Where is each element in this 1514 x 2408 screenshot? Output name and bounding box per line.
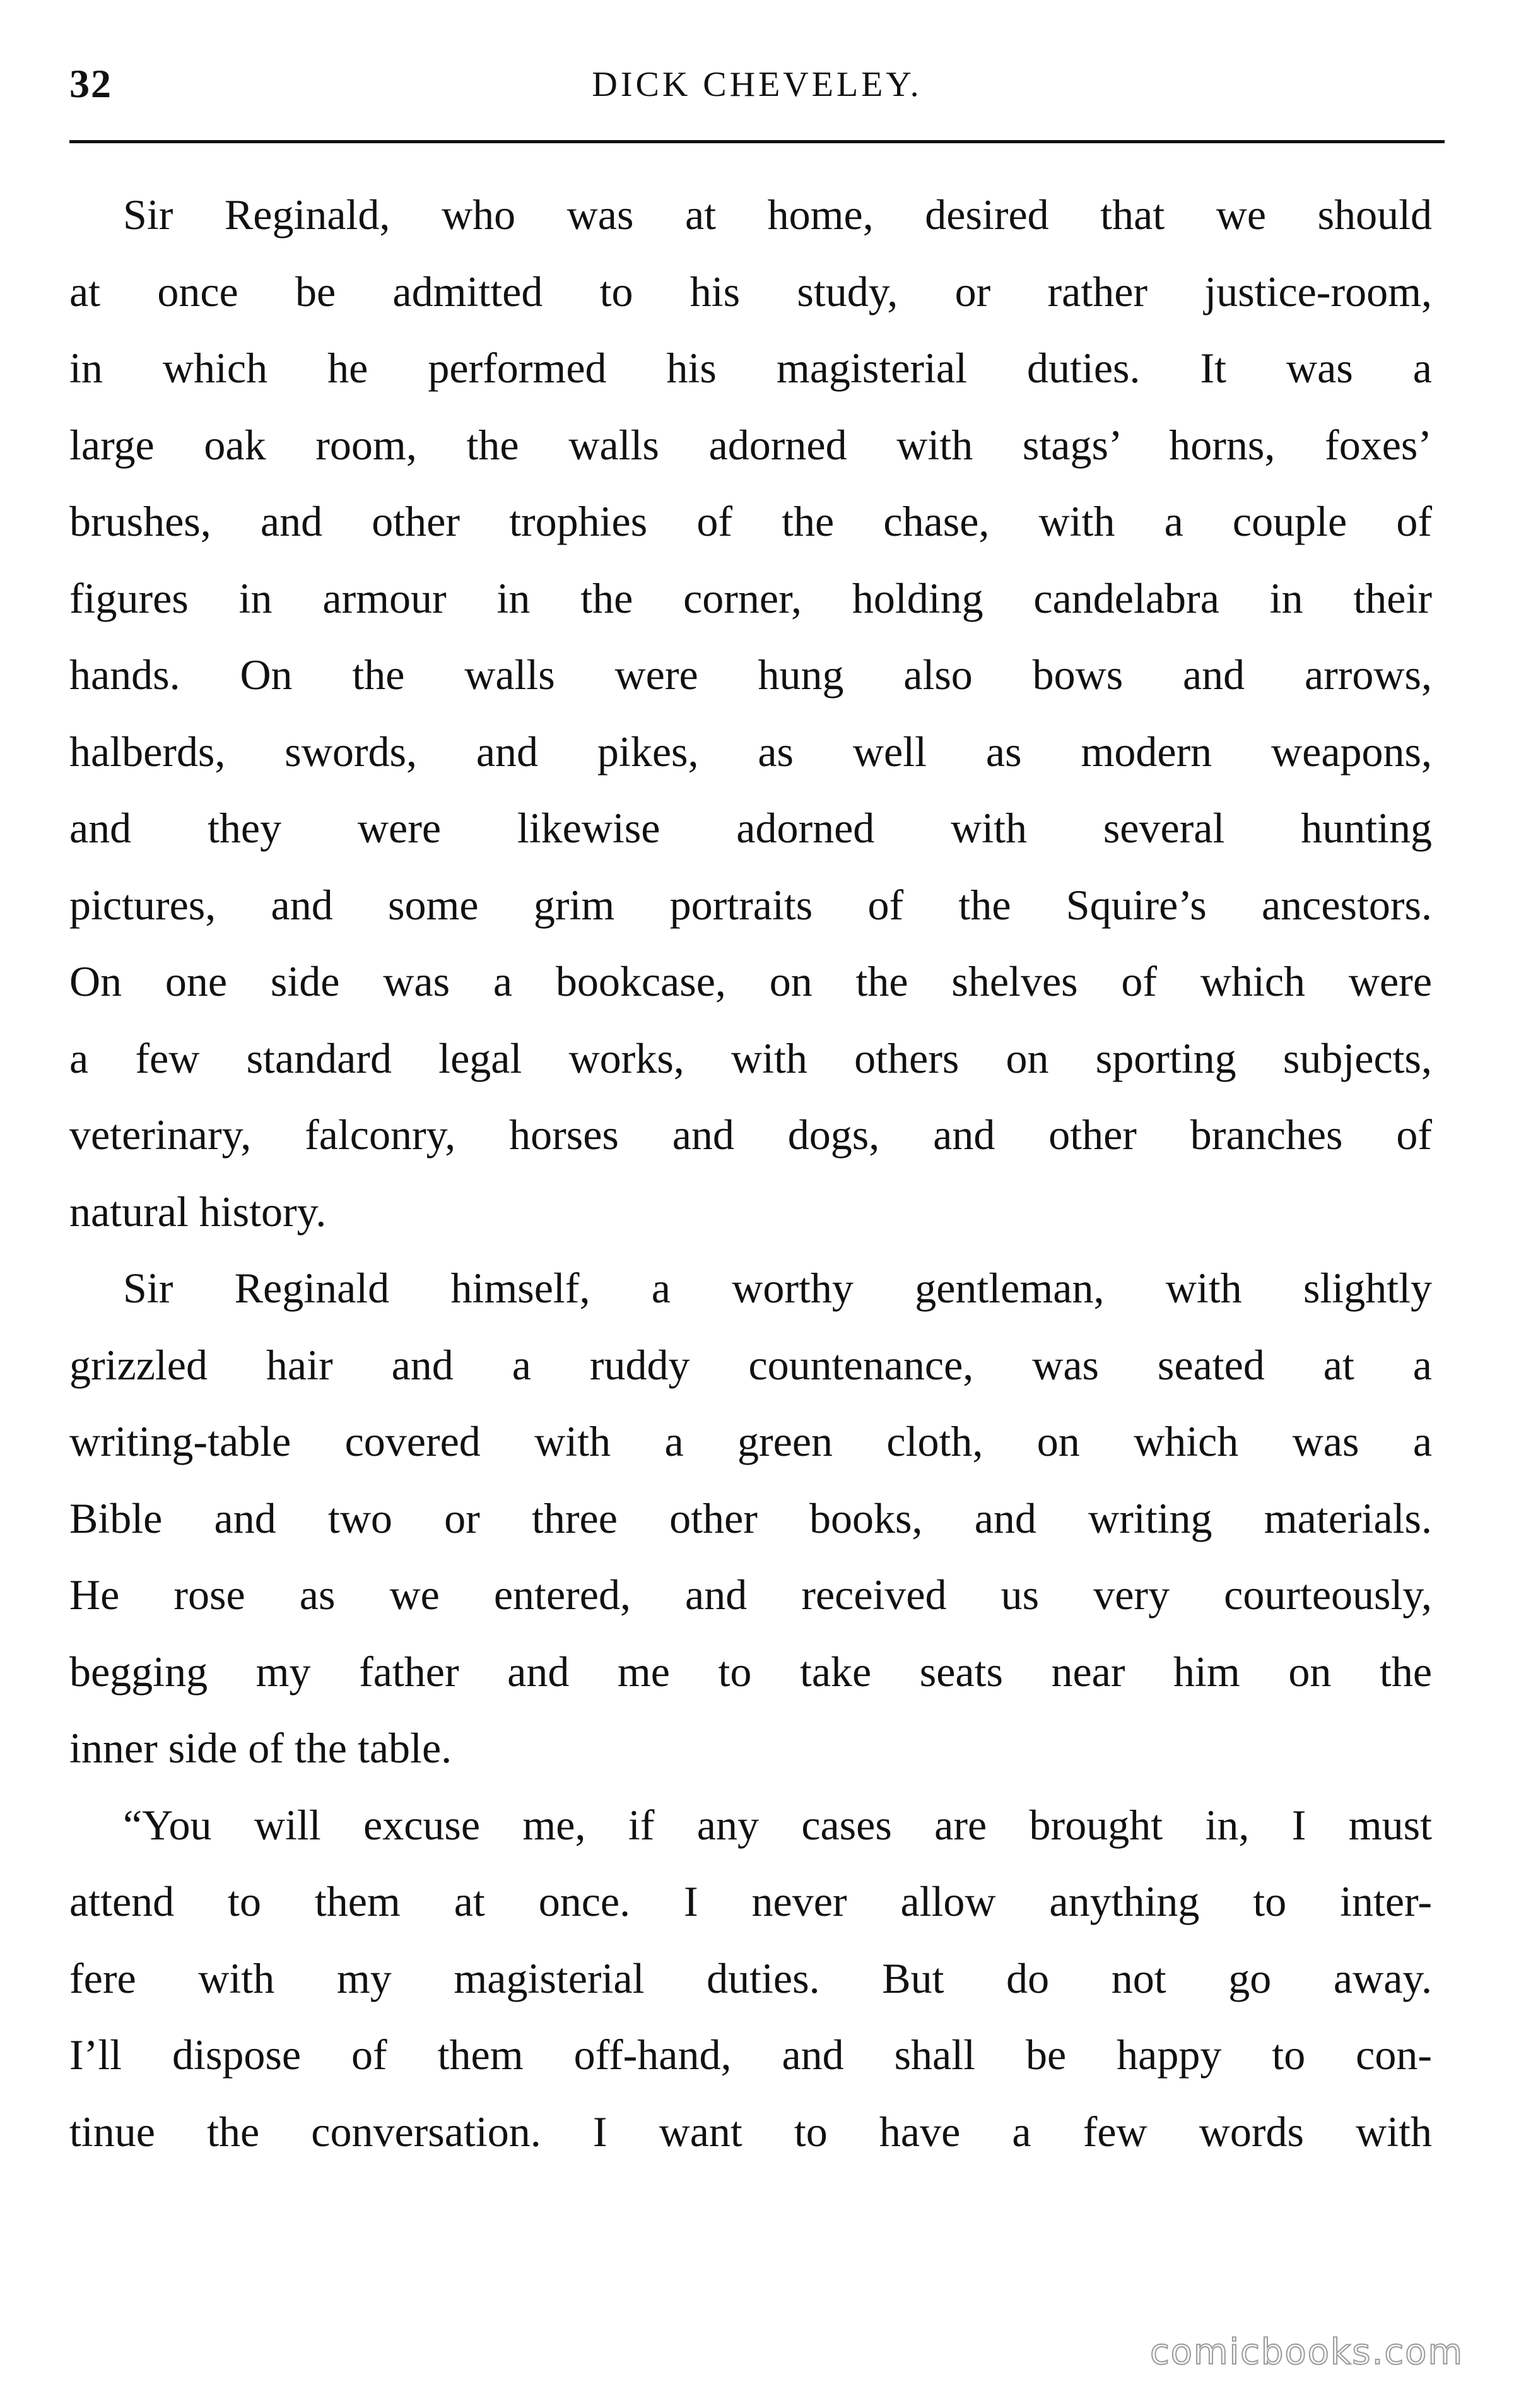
text-line: natural history. [69,1187,327,1236]
text-line: inner side of the table. [69,1724,452,1772]
text-line: hands. On the walls were hung also bows and arrows, [69,651,1432,699]
text-line: veterinary, falconry, horses and dogs, and other branches of [69,1111,1432,1159]
text-line: Sir Reginald himself, a worthy gentleman, with slightly [123,1264,1432,1312]
text-line: I’ll dispose of them off-hand, and shall be happy to con- [69,2031,1432,2079]
text-line: On one side was a bookcase, on the shelves of which were [69,957,1432,1005]
text-line: large oak room, the walls adorned with stags’ horns, foxes’ [69,420,1432,469]
text-line: begging my father and me to take seats near him on the [69,1647,1432,1696]
text-line: pictures, and some grim portraits of the Squire’s ancestors. [69,880,1432,929]
text-line: Bible and two or three other books, and writing materials. [69,1494,1432,1542]
text-line: halberds, swords, and pikes, as well as modern weapons, [69,727,1432,776]
paragraph-sir-reginald [69,1250,1432,1787]
paragraph-dialogue [69,1787,1432,2171]
text-line: fere with my magisterial duties. But do not go away. [69,1954,1432,2002]
text-line: “You will excuse me, if any cases are brought in, I must [123,1800,1432,1849]
page-number: 32 [69,61,112,106]
text-line: and they were likewise adorned with several hunting [69,804,1432,852]
header-rule [69,140,1445,143]
text-line: attend to them at once. I never allow anything to inter- [69,1877,1432,1925]
text-line: grizzled hair and a ruddy countenance, was seated at a [69,1340,1432,1389]
text-line: figures in armour in the corner, holding candelabra in their [69,574,1432,622]
text-line: tinue the conversation. I want to have a few words with [69,2107,1432,2156]
text-line: at once be admitted to his study, or rather justice-room, [69,267,1432,316]
text-line: a few standard legal works, with others on sporting subjects, [69,1034,1432,1082]
text-line: in which he performed his magisterial duties. It was a [69,344,1432,392]
watermark: comicbooks.com [1149,2332,1464,2373]
page-header [69,61,1445,130]
text-line: brushes, and other trophies of the chase, with a couple of [69,497,1432,545]
text-line: He rose as we entered, and received us very courteously, [69,1571,1432,1619]
paragraph-study-description [69,177,1432,1250]
body-text [69,177,1432,2170]
running-title: DICK CHEVELEY. [592,65,922,104]
text-line: Sir Reginald, who was at home, desired that we should [123,191,1432,239]
text-line: writing-table covered with a green cloth, on which was a [69,1417,1432,1465]
